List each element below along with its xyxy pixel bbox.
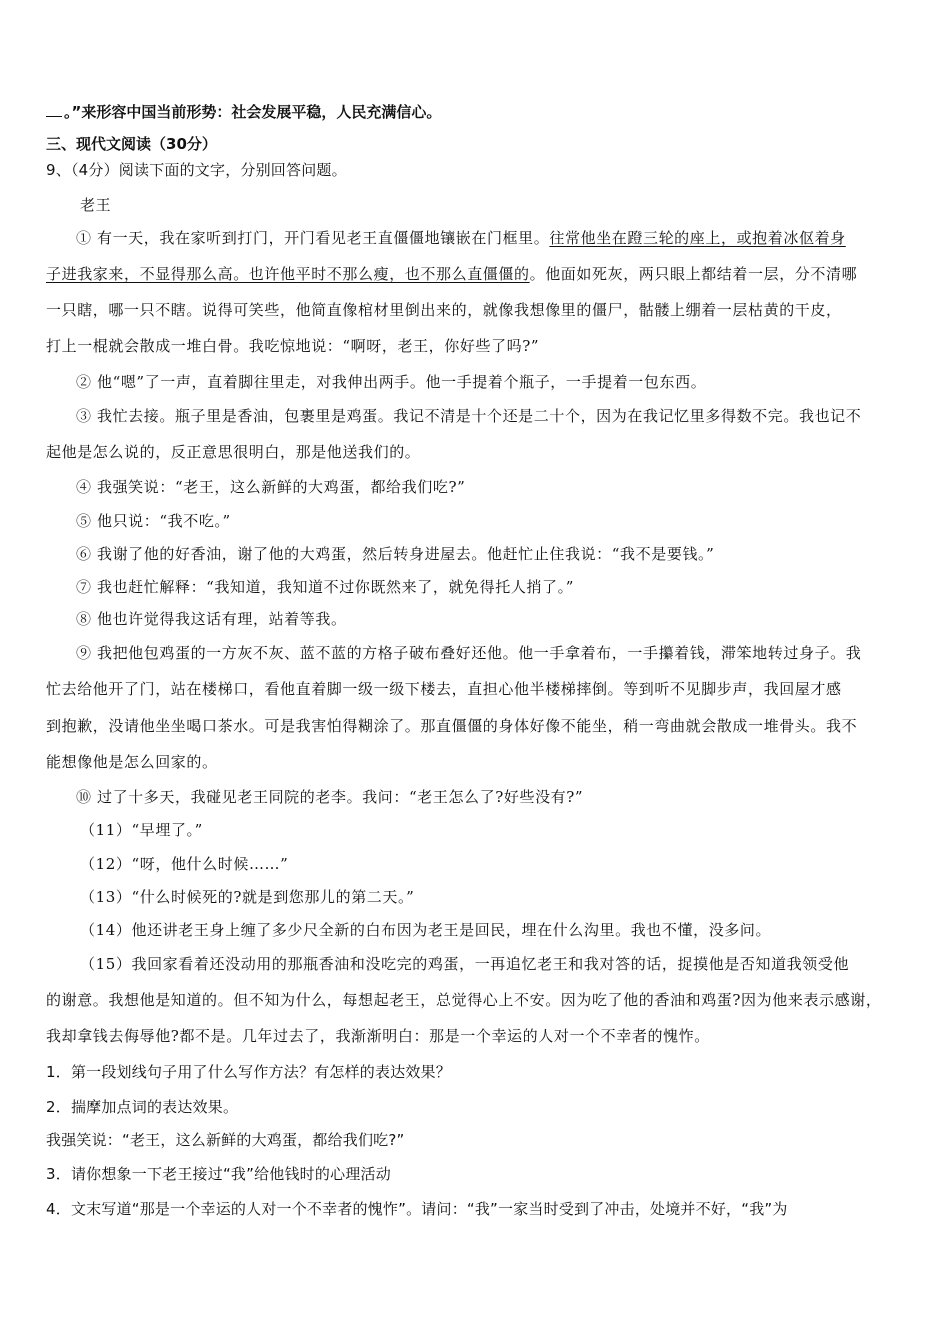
underlined-sentence: 往常他坐在蹬三轮的座上，或抱着冰伛着身 — [549, 229, 846, 247]
paragraph-1-line-1: ① 有一天，我在家听到打门，开门看见老王直僵僵地镶嵌在门框里。往常他坐在蹬三轮的座上，或抱着冰伛着身 — [76, 229, 846, 247]
paragraph-15-line-1: （15）我回家看着还没动用的那瓶香油和没吃完的鸡蛋，一再追忆老王和我对答的话，捉摸他是否知道我领受他 — [80, 955, 850, 973]
paragraph-12: （12）“呀，他什么时候……” — [80, 855, 289, 873]
article-title: 老王 — [80, 196, 112, 214]
paragraph-5: ⑤ 他只说：“我不吃。” — [76, 512, 231, 530]
paragraph-1-line-3: 一只瞎，哪一只不瞎。说得可笑些，他简直像棺材里倒出来的，就像我想像里的僵尸，骷髅上绷着一层枯黄的干皮， — [46, 301, 842, 319]
paragraph-9-line-4: 能想像他是怎么回家的。 — [46, 753, 218, 771]
question-3: 3．请你想象一下老王接过“我”给他钱时的心理活动 — [46, 1165, 391, 1183]
question-intro: 9、（4分）阅读下面的文字，分别回答问题。 — [46, 161, 347, 179]
top-fragment — [46, 101, 441, 123]
paragraph-9-line-3: 到抱歉，没请他坐坐喝口茶水。可是我害怕得糊涂了。那直僵僵的身体好像不能坐，稍一弯曲就会散成一堆骨头。我不 — [46, 717, 858, 735]
paragraph-14: （14）他还讲老王身上缠了多少尺全新的白布因为老王是回民，埋在什么沟里。我也不懂，没多问。 — [80, 921, 772, 939]
paragraph-3-line-1: ③ 我忙去接。瓶子里是香油，包裹里是鸡蛋。我记不清是十个还是二十个，因为在我记忆里多得数不完。我也记不 — [76, 407, 862, 425]
paragraph-3-line-2: 起他是怎么说的，反正意思很明白，那是他送我们的。 — [46, 443, 421, 461]
paragraph-13: （13）“什么时候死的?就是到您那儿的第二天。” — [80, 888, 415, 906]
question-1: 1．第一段划线句子用了什么写作方法？有怎样的表达效果？ — [46, 1063, 451, 1081]
paragraph-9-line-1: ⑨ 我把他包鸡蛋的一方灰不灰、蓝不蓝的方格子破布叠好还他。他一手拿着布，一手攥着钱，滞笨地转过身子。我 — [76, 644, 862, 662]
paragraph-1-line-2: 子进我家来，不显得那么高。也许他平时不那么瘦，也不那么直僵僵的。他面如死灰，两只眼上都结着一层，分不清哪 — [46, 265, 858, 283]
question-2-quote: 我强笑说：“老王，这么新鲜的大鸡蛋，都给我们吃?” — [46, 1131, 405, 1149]
paragraph-6: ⑥ 我谢了他的好香油，谢了他的大鸡蛋，然后转身进屋去。他赶忙止住我说：“我不是要钱。” — [76, 545, 715, 563]
paragraph-11: （11）“早埋了。” — [80, 821, 203, 839]
answer-blank — [46, 102, 62, 117]
question-2: 2．揣摩加点词的表达效果。 — [46, 1098, 239, 1116]
paragraph-9-line-2: 忙去给他开了门，站在楼梯口，看他直着脚一级一级下楼去，直担心他半楼梯摔倒。等到听不见脚步声，我回屋才感 — [46, 680, 842, 698]
section-heading: 三、现代文阅读（30分） — [46, 135, 217, 153]
question-4: 4．文末写道“那是一个幸运的人对一个不幸者的愧怍”。请问：“我”一家当时受到了冲击，处境并不好，“我”为 — [46, 1200, 788, 1218]
top-fragment-text: 。”来形容中国当前形势：社会发展平稳，人民充满信心。 — [64, 103, 442, 121]
underlined-sentence: 子进我家来，不显得那么高。也许他平时不那么瘦，也不那么直僵僵的 — [46, 265, 530, 283]
paragraph-10: ⑩ 过了十多天，我碰见老王同院的老李。我问：“老王怎么了?好些没有?” — [76, 788, 584, 806]
paragraph-8: ⑧ 他也许觉得我这话有理，站着等我。 — [76, 610, 347, 628]
paragraph-1-line-4: 打上一棍就会散成一堆白骨。我吃惊地说：“啊呀，老王，你好些了吗?” — [46, 337, 540, 355]
paragraph-4: ④ 我强笑说：“老王，这么新鲜的大鸡蛋，都给我们吃?” — [76, 478, 466, 496]
paragraph-2: ② 他“嗯”了一声，直着脚往里走，对我伸出两手。他一手提着个瓶子，一手提着一包东西。 — [76, 373, 707, 391]
paragraph-15-line-2: 的谢意。我想他是知道的。但不知为什么，每想起老王，总觉得心上不安。因为吃了他的香油和鸡蛋?因为他来表示感谢， — [46, 991, 882, 1009]
paragraph-15-line-3: 我却拿钱去侮辱他?都不是。几年过去了，我渐渐明白：那是一个幸运的人对一个不幸者的愧怍。 — [46, 1027, 710, 1045]
paragraph-7: ⑦ 我也赶忙解释：“我知道，我知道不过你既然来了，就免得托人捎了。” — [76, 578, 575, 596]
